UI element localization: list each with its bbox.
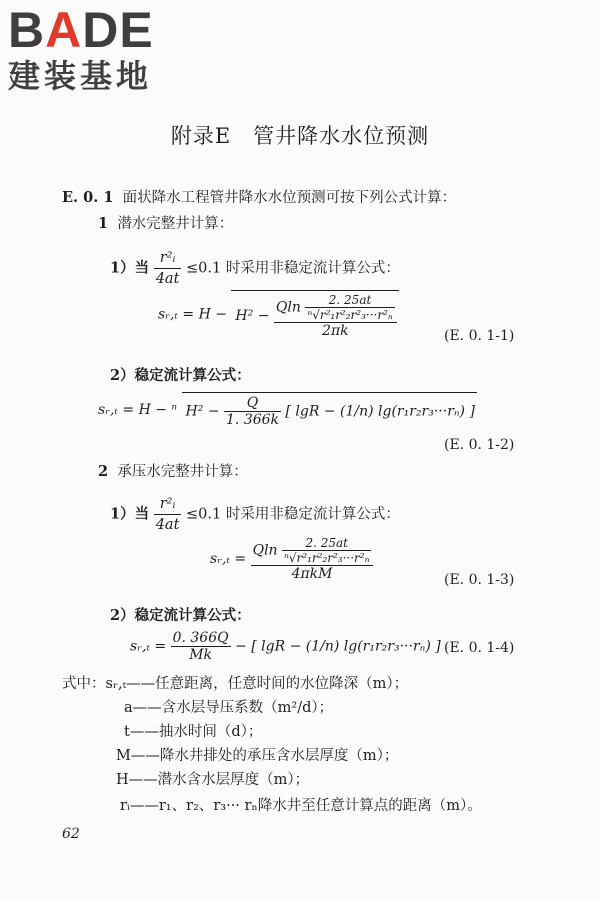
logo-text: BADE [8, 2, 154, 58]
logo-chinese: 建装基地 [8, 57, 153, 95]
equation-number-4: (E. 0. 1-4) [444, 640, 515, 656]
definition-m: M——降水井排处的承压含水层厚度（m）； [116, 748, 399, 764]
page-title: 附录E 管井降水水位预测 [170, 124, 430, 148]
definition-a: a——含水层导压系数（m²/d）； [124, 700, 334, 716]
formula-e0102: sᵣ,ₜ = H − ⁿ H² − $\frac{Q}{1. 366k}$ [ lgR − (1/n) lg(r₁r₂r₃···rₙ) ] [98, 392, 477, 428]
section-2: 2 承压水完整井计算： [98, 463, 248, 480]
definition-h: H——潜水含水层厚度（m）； [116, 772, 310, 788]
definition-r: rᵢ——r₁、r₂、r₃··· rₙ降水井至任意计算点的距离（m）。 [120, 798, 482, 814]
condition-2-2: 2）稳定流计算公式： [110, 607, 251, 624]
condition-1-2: 2）稳定流计算公式： [110, 367, 251, 384]
formula-e0101: sᵣ,ₜ = H − H² − Qln $\frac{2. 25at}{\text{ⁿ√r²₁r²₂r²₃···r²ₙ}}$ 2πk [158, 290, 399, 339]
definition-s: 式中：sᵣ,ₜ——任意距离，任意时间的水位降深（m）； [62, 676, 409, 692]
equation-number-1: (E. 0. 1-1) [444, 328, 515, 344]
condition-2-1: 1）当 $\frac{\text{r²ᵢ}}{4at}$ ≤0.1 时采用非稳定流计算公式： [110, 496, 400, 533]
equation-number-2: (E. 0. 1-2) [444, 437, 515, 453]
formula-e0103: sᵣ,ₜ = Qln $\frac{2. 25at}{\text{ⁿ√r²₁r²₂r²₃···r²ₙ}}$ 4πkM [210, 536, 373, 582]
condition-1-1: 1）当 $\frac{\text{r²ᵢ}}{4at}$ ≤0.1 时采用非稳定流计算公式： [110, 250, 400, 287]
equation-number-3: (E. 0. 1-3) [444, 572, 515, 588]
clause-e01: E. 0. 1 面状降水工程管井降水水位预测可按下列公式计算： [62, 189, 457, 206]
section-1: 1 潜水完整井计算： [98, 215, 234, 232]
definition-t: t——抽水时间（d）； [124, 724, 263, 740]
page-number: 62 [62, 826, 80, 842]
formula-e0104: sᵣ,ₜ = $\frac{0. 366Q}{Mk}$ − [ lgR − (1/n) lg(r₁r₂r₃···rₙ) ] [130, 630, 441, 663]
